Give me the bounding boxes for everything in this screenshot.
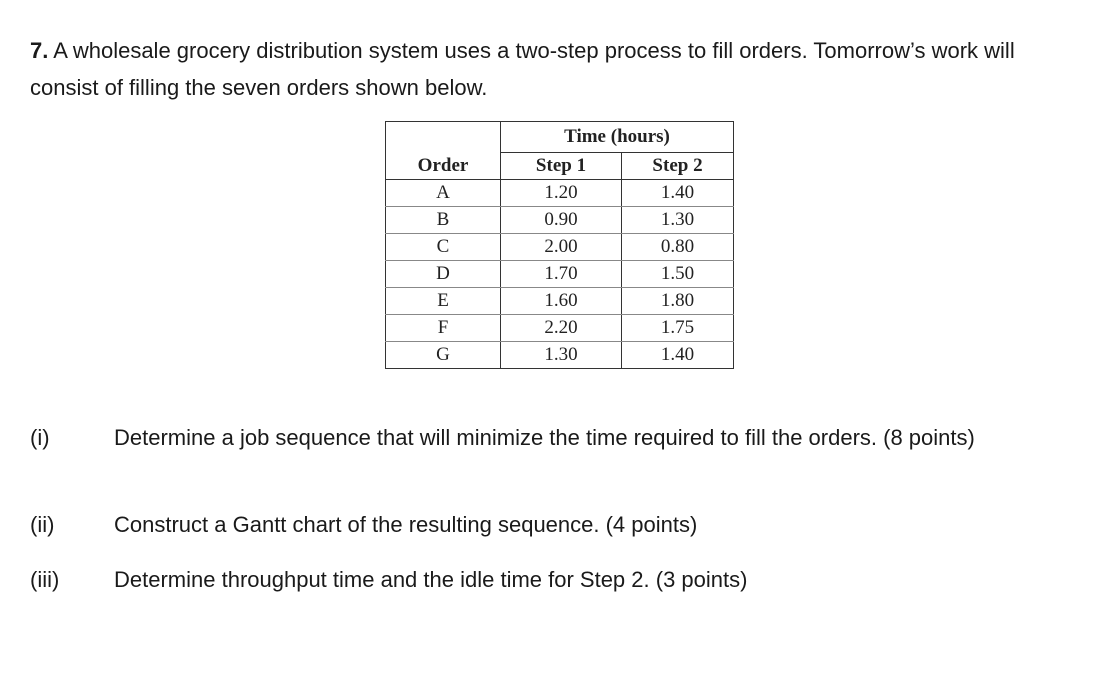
step2-header: Step 2 (622, 153, 734, 180)
step2-cell: 1.40 (622, 342, 734, 369)
question-text: Construct a Gantt chart of the resulting sequence. (4 points) (114, 512, 698, 537)
question-i (30, 419, 1070, 456)
step1-cell: 2.20 (501, 315, 622, 342)
order-cell: B (386, 207, 501, 234)
order-cell: C (386, 234, 501, 261)
question-ii (30, 506, 697, 543)
step2-cell: 1.40 (622, 180, 734, 207)
table-row (386, 207, 734, 234)
step2-cell: 1.30 (622, 207, 734, 234)
table-header-row-2 (386, 153, 734, 180)
header-blank-cell (386, 122, 501, 153)
step2-cell: 1.75 (622, 315, 734, 342)
table-row (386, 261, 734, 288)
table-row (386, 180, 734, 207)
order-cell: G (386, 342, 501, 369)
question-text: Determine throughput time and the idle time for Step 2. (3 points) (114, 567, 748, 592)
order-header: Order (386, 153, 501, 180)
question-number: (iii) (30, 567, 60, 592)
order-times-table (385, 121, 734, 369)
table-row (386, 234, 734, 261)
order-cell: E (386, 288, 501, 315)
order-cell: A (386, 180, 501, 207)
table-header-row-1 (386, 122, 734, 153)
question-iii (30, 561, 747, 598)
step1-cell: 0.90 (501, 207, 622, 234)
question-text: Determine a job sequence that will minimize the time required to fill the orders. (8 points) (114, 425, 975, 450)
step1-cell: 1.20 (501, 180, 622, 207)
step2-cell: 0.80 (622, 234, 734, 261)
problem-statement (30, 32, 1070, 106)
time-hours-header: Time (hours) (501, 122, 734, 153)
step1-cell: 2.00 (501, 234, 622, 261)
step1-cell: 1.70 (501, 261, 622, 288)
table-row (386, 342, 734, 369)
table-row (386, 315, 734, 342)
problem-text: A wholesale grocery distribution system uses a two-step process to fill orders. Tomorrow’s work will consist of filling the seven orders shown below. (30, 38, 1015, 100)
problem-number: 7. (30, 38, 49, 63)
step1-cell: 1.60 (501, 288, 622, 315)
step1-header: Step 1 (501, 153, 622, 180)
step2-cell: 1.80 (622, 288, 734, 315)
table-row (386, 288, 734, 315)
order-cell: F (386, 315, 501, 342)
question-number: (ii) (30, 512, 55, 537)
order-cell: D (386, 261, 501, 288)
question-number: (i) (30, 425, 50, 450)
step1-cell: 1.30 (501, 342, 622, 369)
step2-cell: 1.50 (622, 261, 734, 288)
